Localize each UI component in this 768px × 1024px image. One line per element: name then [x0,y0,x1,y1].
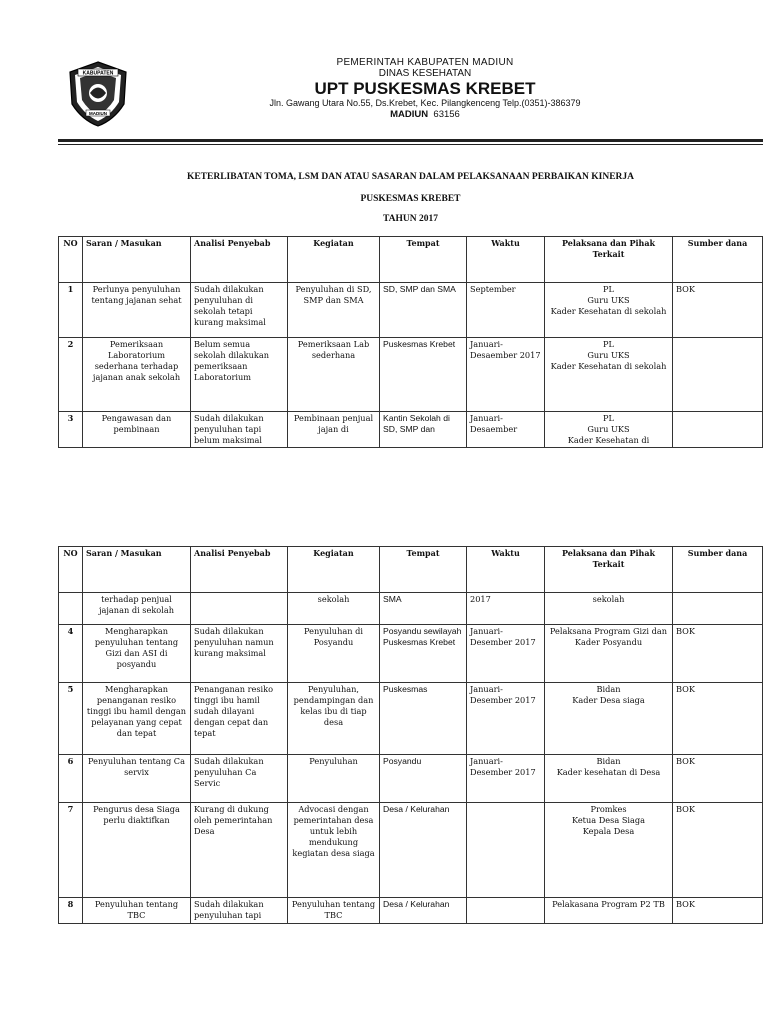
logo-bottom-text: MADIUN [89,110,107,116]
kegiatan-cell: Penyuluhan [288,755,380,803]
sumber-cell: BOK [673,683,763,755]
table-page-2 [58,546,763,924]
analisi-cell [191,593,288,625]
no-cell: 4 [59,625,83,683]
column-header-no: NO [59,547,83,593]
saran-cell: Perlunya penyuluhan tentang jajanan sehat [83,283,191,338]
no-cell: 3 [59,412,83,448]
saran-cell: terhadap penjual jajanan di sekolah [83,593,191,625]
saran-cell: Pengurus desa Siaga perlu diaktifkan [83,803,191,898]
sumber-cell [673,593,763,625]
waktu-cell: Januari-Desember 2017 [467,683,545,755]
analisi-cell: Kurang di dukung oleh pemerintahan Desa [191,803,288,898]
saran-cell: Penyuluhan tentang TBC [83,898,191,924]
waktu-cell [467,803,545,898]
tempat-cell: Puskesmas [380,683,467,755]
sumber-cell: BOK [673,625,763,683]
document-title: KETERLIBATAN TOMA, LSM DAN ATAU SASARAN DALAM PELAKSANAAN PERBAIKAN KINERJA [186,172,635,182]
pelaksana-cell: PL Guru UKS Kader Kesehatan di sekolah [545,338,673,412]
analisi-cell: Sudah dilakukan penyuluhan tapi [191,898,288,924]
no-cell: 7 [59,803,83,898]
sumber-cell [673,412,763,448]
saran-cell: Pemeriksaan Laboratorium sederhana terhadap jajanan anak sekolah [83,338,191,412]
waktu-cell: Januari-Desaember 2017 [467,338,545,412]
pelaksana-cell: Pelakasana Program P2 TB [545,898,673,924]
tempat-cell: Posyandu [380,755,467,803]
waktu-cell: September [467,283,545,338]
pelaksana-cell: Bidan Kader kesehatan di Desa [545,755,673,803]
column-header-analisi: Analisi Penyebab [191,547,288,593]
no-cell: 5 [59,683,83,755]
waktu-cell: Januari-Desaember [467,412,545,448]
kegiatan-cell: Pemeriksaan Lab sederhana [288,338,380,412]
analisi-cell: Sudah dilakukan penyuluhan di sekolah tetapi kurang maksimal [191,283,288,338]
tempat-cell: Posyandu sewilayah Puskesmas Krebet [380,625,467,683]
column-header-tempat: Tempat [380,547,467,593]
kegiatan-cell: Penyuluhan di SD, SMP dan SMA [288,283,380,338]
tempat-cell: SD, SMP dan SMA [380,283,467,338]
no-cell: 2 [59,338,83,412]
column-header-analisi: Analisi Penyebab [191,237,288,283]
table-row [59,412,763,448]
table-row [59,803,763,898]
logo-top-text: KABUPATEN [82,70,114,77]
column-header-saran: Saran / Masukan [83,547,191,593]
no-cell [59,593,83,625]
table-row [59,625,763,683]
column-header-waktu: Waktu [467,237,545,283]
column-header-kegiatan: Kegiatan [288,237,380,283]
header-line-2: DINAS KESEHATAN [378,68,472,79]
table-row [59,683,763,755]
column-header-sumber: Sumber dana [673,547,763,593]
table-row [59,283,763,338]
analisi-cell: Penanganan resiko tinggi ibu hamil sudah dilayani dengan cepat dan tepat [191,683,288,755]
column-header-saran: Saran / Masukan [83,237,191,283]
header-city [140,109,710,120]
header-institution-name: UPT PUSKESMAS KREBET [314,79,536,98]
tempat-cell: Kantin Sekolah di SD, SMP dan [380,412,467,448]
table-row [59,898,763,924]
kegiatan-cell: Pembinaan penjual jajan di [288,412,380,448]
waktu-cell: Januari-Desember 2017 [467,755,545,803]
kegiatan-cell: Penyuluhan tentang TBC [288,898,380,924]
sumber-cell: BOK [673,803,763,898]
saran-cell: Mengharapkan penanganan resiko tinggi ibu hamil dengan pelayanan yang cepat dan tepat [83,683,191,755]
table-page-1 [58,236,763,448]
analisi-cell: Belum semua sekolah dilakukan pemeriksaan Laboratorium [191,338,288,412]
column-header-no: NO [59,237,83,283]
document-year: TAHUN 2017 [383,214,438,224]
table-row [59,755,763,803]
table-header-row [59,237,763,283]
saran-cell: Mengharapkan penyuluhan tentang Gizi dan ASI di posyandu [83,625,191,683]
kegiatan-cell: Penyuluhan, pendampingan dan kelas ibu di tiap desa [288,683,380,755]
analisi-cell: Sudah dilakukan penyuluhan tapi belum maksimal [191,412,288,448]
saran-cell: Penyuluhan tentang Ca servix [83,755,191,803]
header-divider-thin [58,144,763,145]
tempat-cell: Puskesmas Krebet [380,338,467,412]
pelaksana-cell: Promkes Ketua Desa Siaga Kepala Desa [545,803,673,898]
column-header-pelaksana: Pelaksana dan Pihak Terkait [545,237,673,283]
no-cell: 8 [59,898,83,924]
tempat-cell: SMA [380,593,467,625]
column-header-kegiatan: Kegiatan [288,547,380,593]
postal-code: 63156 [433,109,460,120]
pelaksana-cell: Bidan Kader Desa siaga [545,683,673,755]
tempat-cell: Desa / Kelurahan [380,803,467,898]
header-line-1: PEMERINTAH KABUPATEN MADIUN [336,57,514,68]
no-cell: 6 [59,755,83,803]
document-subtitle: PUSKESMAS KREBET [360,194,461,204]
table-row [59,338,763,412]
kegiatan-cell: sekolah [288,593,380,625]
pelaksana-cell: PL Guru UKS Kader Kesehatan di [545,412,673,448]
pelaksana-cell: Pelaksana Program Gizi dan Kader Posyandu [545,625,673,683]
header-address: Jln. Gawang Utara No.55, Ds.Krebet, Kec. Pilangkenceng Telp.(0351)-386379 [269,98,581,108]
sumber-cell: BOK [673,283,763,338]
analisi-cell: Sudah dilakukan penyuluhan Ca Servic [191,755,288,803]
sumber-cell: BOK [673,898,763,924]
sumber-cell: BOK [673,755,763,803]
no-cell: 1 [59,283,83,338]
tempat-cell: Desa / Kelurahan [380,898,467,924]
header-divider-thick [58,139,763,142]
pelaksana-cell: sekolah [545,593,673,625]
pelaksana-cell: PL Guru UKS Kader Kesehatan di sekolah [545,283,673,338]
waktu-cell [467,898,545,924]
kabupaten-madiun-emblem [64,60,132,128]
table-row [59,593,763,625]
kegiatan-cell: Penyuluhan di Posyandu [288,625,380,683]
table-header-row [59,547,763,593]
waktu-cell: 2017 [467,593,545,625]
column-header-sumber: Sumber dana [673,237,763,283]
sumber-cell [673,338,763,412]
saran-cell: Pengawasan dan pembinaan [83,412,191,448]
column-header-pelaksana: Pelaksana dan Pihak Terkait [545,547,673,593]
analisi-cell: Sudah dilakukan penyuluhan namun kurang maksimal [191,625,288,683]
column-header-waktu: Waktu [467,547,545,593]
city-name: MADIUN [390,109,429,120]
waktu-cell: Januari-Desember 2017 [467,625,545,683]
kegiatan-cell: Advocasi dengan pemerintahan desa untuk lebih mendukung kegiatan desa siaga [288,803,380,898]
column-header-tempat: Tempat [380,237,467,283]
